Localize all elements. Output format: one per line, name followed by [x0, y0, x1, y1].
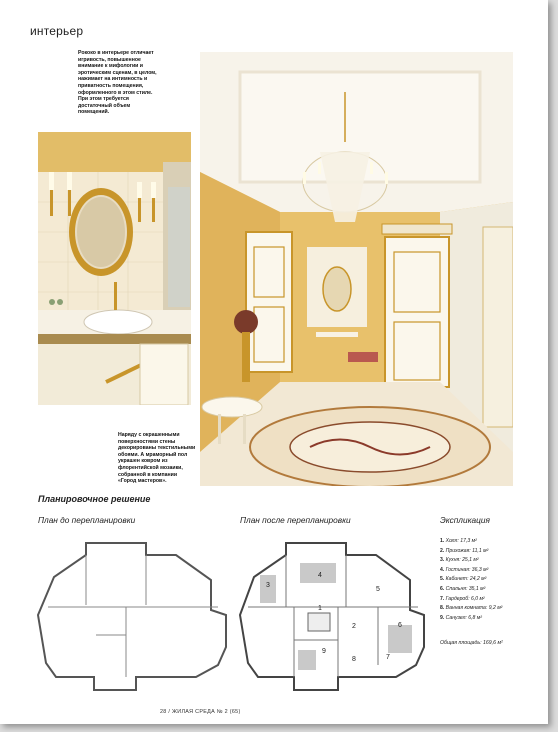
legend-item: 6. Спальня: 35,1 м² [440, 585, 486, 592]
plan-before-label: План до перепланировки [38, 515, 136, 525]
legend-item: 4. Гостиная: 36,3 м² [440, 566, 489, 573]
room-number: 1 [318, 605, 322, 612]
bathroom-photo [38, 132, 191, 405]
room-number: 5 [376, 586, 380, 593]
legend-item: 1. Холл: 17,3 м² [440, 538, 477, 544]
floor-plan-before [36, 535, 236, 695]
legend-item: 9. Санузел: 6,8 м² [440, 614, 482, 621]
legend-item: 7. Гардероб: 6,0 м² [440, 595, 485, 602]
section-title: интерьер [30, 24, 84, 38]
room-number: 9 [322, 648, 326, 655]
page-footer: 28 / ЖИЛАЯ СРЕДА № 2 (65) [160, 709, 241, 715]
legend-item: 3. Кухня: 25,1 м² [440, 557, 479, 564]
room-number: 7 [386, 654, 390, 661]
legend-item: 5. Кабинет: 24,2 м² [440, 576, 487, 583]
caption-rococo: Рококо в интерьере отличает игривость, повышенное внимание к мифологии и эротическим сценам, в целом, нажимает на интимность и приватность помещения, оформленного в этом стиле. При этом требуется достаточный объем помещений. [78, 50, 157, 116]
legend-list [440, 537, 540, 623]
legend-title: Экспликация [440, 515, 490, 525]
plan-after-label: План после перепланировки [240, 515, 351, 525]
legend-item: 8. Ванная комната: 9,2 м² [440, 605, 503, 612]
room-number: 6 [398, 622, 402, 629]
plans-heading: Планировочное решение [38, 494, 151, 504]
legend-item: 2. Прихожая: 11,1 м² [440, 547, 489, 554]
floor-plan-after [238, 535, 430, 695]
room-number: 4 [318, 572, 322, 579]
caption-walls: Наряду с окрашенными поверхностями стены декорированы текстильными обоями. А мраморный пол украшен ковром из флорентийской мозаики, собранной в компании «Город мастеров». [118, 432, 196, 485]
room-number: 2 [352, 623, 356, 630]
room-number: 3 [266, 582, 270, 589]
room-number: 8 [352, 656, 356, 663]
total-area: Общая площадь: 169,6 м² [440, 640, 503, 646]
hall-interior-photo [200, 52, 513, 486]
